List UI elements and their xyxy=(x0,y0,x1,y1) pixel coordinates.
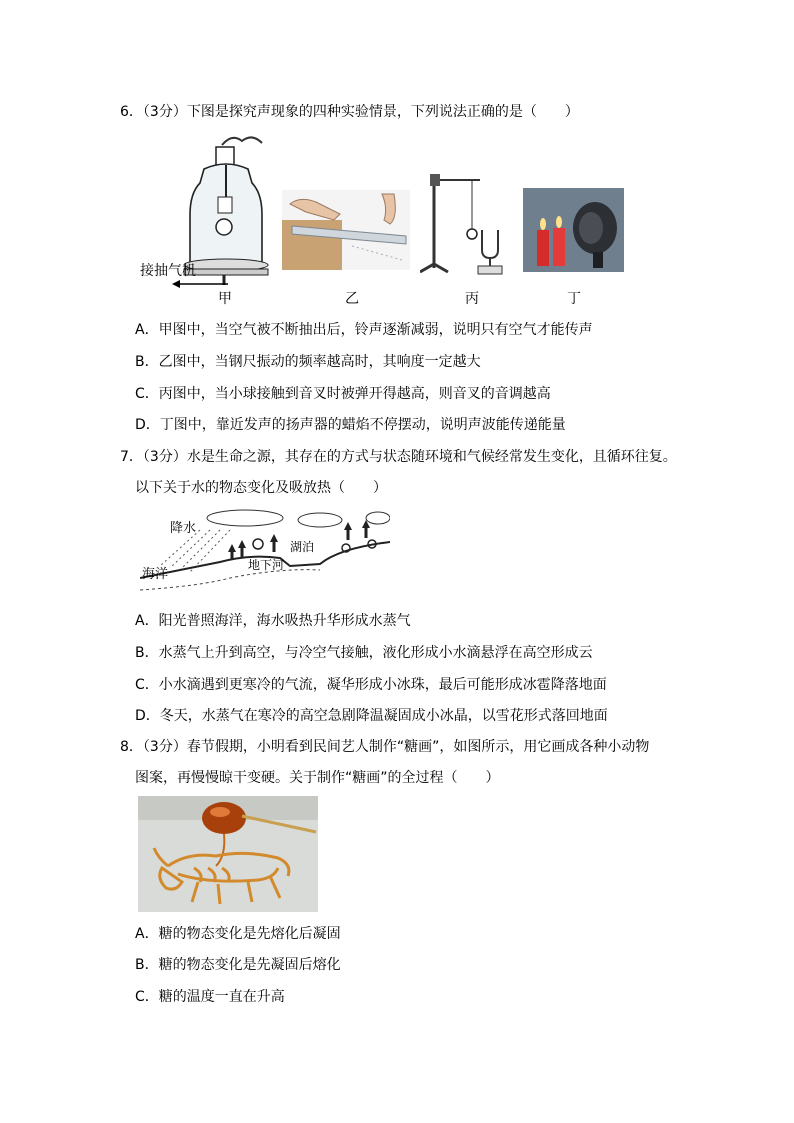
label-river: 地下河 xyxy=(248,558,285,572)
q6-option-c[interactable]: C．丙图中，当小球接触到音叉时被弹开得越高，则音叉的音调越高 xyxy=(135,386,551,402)
label-rain: 降水 xyxy=(170,521,197,536)
q6-option-a[interactable]: A．甲图中，当空气被不断抽出后，铃声逐渐减弱，说明只有空气才能传声 xyxy=(135,322,593,338)
q8-stem-line2: 图案，再慢慢晾干变硬。关于制作“糖画”的全过程（ ） xyxy=(135,770,500,786)
pump-label: 接抽气机 xyxy=(140,263,196,279)
q7-option-a[interactable]: A．阳光普照海洋，海水吸热升华形成水蒸气 xyxy=(135,613,411,629)
q8-option-c[interactable]: C．糖的温度一直在升高 xyxy=(135,989,285,1005)
q7-option-b[interactable]: B．水蒸气上升到高空，与冷空气接触，液化形成小水滴悬浮在高空形成云 xyxy=(135,645,593,661)
ruler-figure xyxy=(282,190,410,270)
q6-option-d[interactable]: D．丁图中，靠近发声的扬声器的蜡焰不停摆动，说明声波能传递能量 xyxy=(135,417,566,433)
label-jia: 甲 xyxy=(218,291,232,307)
q7-stem-line2: 以下关于水的物态变化及吸放热（ ） xyxy=(135,480,387,496)
tuning-fork-figure xyxy=(420,172,520,277)
q8-option-b[interactable]: B．糖的物态变化是先凝固后熔化 xyxy=(135,957,341,973)
arrow-left-icon xyxy=(172,278,232,290)
label-ocean: 海洋 xyxy=(142,567,169,582)
q6-option-b[interactable]: B．乙图中，当钢尺振动的频率越高时，其响度一定越大 xyxy=(135,354,481,370)
label-ding: 丁 xyxy=(567,291,581,307)
label-yi: 乙 xyxy=(345,291,359,307)
q7-stem-line1: 7．（3分）水是生命之源，其存在的方式与状态随环境和气候经常发生变化，且循环往复。 xyxy=(120,449,677,465)
q8-option-a[interactable]: A．糖的物态变化是先熔化后凝固 xyxy=(135,926,341,942)
sugar-painting-figure xyxy=(138,796,318,912)
q7-option-c[interactable]: C．小水滴遇到更寒冷的气流，凝华形成小冰珠，最后可能形成冰雹降落地面 xyxy=(135,677,607,693)
q6-stem: 6．（3分）下图是探究声现象的四种实验情景，下列说法正确的是（ ） xyxy=(120,104,579,120)
label-lake: 湖泊 xyxy=(290,540,315,554)
label-bing: 丙 xyxy=(465,291,479,307)
q7-option-d[interactable]: D．冬天，水蒸气在寒冷的高空急剧降温凝固成小冰晶，以雪花形式落回地面 xyxy=(135,708,608,724)
candle-speaker-figure xyxy=(523,188,624,272)
q8-stem-line1: 8．（3分）春节假期，小明看到民间艺人制作“糖画”，如图所示，用它画成各种小动物 xyxy=(120,739,650,755)
